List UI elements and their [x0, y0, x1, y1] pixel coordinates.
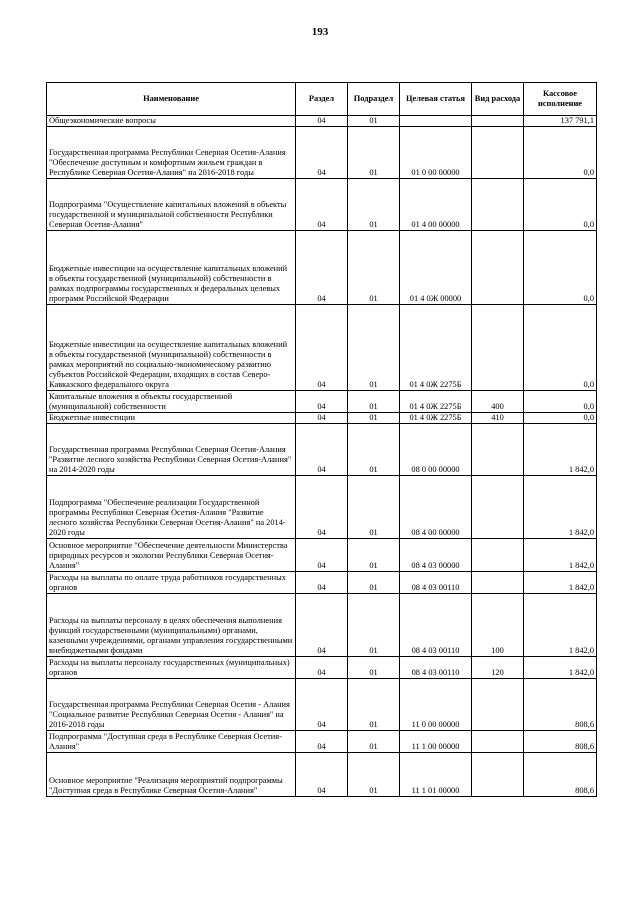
table-row: [47, 539, 597, 572]
row-podrazdel: 01: [348, 594, 400, 657]
row-razdel: 04: [296, 731, 348, 753]
row-cash-execution: 808,6: [524, 679, 597, 731]
row-name: Подпрограмма "Обеспечение реализации Государственной программы Республики Северная Осетия-Алания "Развитие лесного хозяйства Республики Северная Осетия-Алания" на 2014-2020 годы: [47, 476, 296, 539]
row-name: Капитальные вложения в объекты государственной (муниципальной) собственности: [47, 391, 296, 413]
row-expense-type: [472, 231, 524, 305]
table-row: [47, 391, 597, 413]
row-target-article: 08 4 03 00110: [400, 657, 472, 679]
row-cash-execution: 1 842,0: [524, 539, 597, 572]
row-cash-execution: 1 842,0: [524, 424, 597, 476]
table-row: [47, 413, 597, 424]
row-razdel: 04: [296, 594, 348, 657]
row-podrazdel: 01: [348, 305, 400, 391]
row-expense-type: [472, 424, 524, 476]
row-cash-execution: 0,0: [524, 413, 597, 424]
table-row: [47, 572, 597, 594]
budget-execution-table: [46, 82, 597, 797]
row-cash-execution: 1 842,0: [524, 572, 597, 594]
row-cash-execution: 808,6: [524, 753, 597, 797]
row-expense-type: [472, 753, 524, 797]
row-razdel: 04: [296, 753, 348, 797]
row-expense-type: 100: [472, 594, 524, 657]
table-row: [47, 594, 597, 657]
row-target-article: 08 0 00 00000: [400, 424, 472, 476]
row-name: Государственная программа Республики Северная Осетия - Алания "Социальное развитие Республики Северная Осетия - Алания" на 2016-2018 годы: [47, 679, 296, 731]
table-row: [47, 127, 597, 179]
row-target-article: 01 4 00 00000: [400, 179, 472, 231]
row-expense-type: [472, 179, 524, 231]
table-row: [47, 476, 597, 539]
row-name: Государственная программа Республики Северная Осетия-Алания "Обеспечение доступным и комфортным жильем граждан в Республике Северная Осетия-Алания" на 2016-2018 годы: [47, 127, 296, 179]
row-razdel: 04: [296, 539, 348, 572]
row-razdel: 04: [296, 679, 348, 731]
row-target-article: 01 0 00 00000: [400, 127, 472, 179]
header-target-article: Целевая статья: [400, 83, 472, 116]
row-name: Основное мероприятие "Обеспечение деятельности Министерства природных ресурсов и экологии Республики Северная Осетия-Алания": [47, 539, 296, 572]
row-podrazdel: 01: [348, 424, 400, 476]
row-podrazdel: 01: [348, 413, 400, 424]
row-razdel: 04: [296, 413, 348, 424]
table-row: [47, 657, 597, 679]
row-razdel: 04: [296, 231, 348, 305]
row-name: Бюджетные инвестиции: [47, 413, 296, 424]
header-expense-type: Вид расхода: [472, 83, 524, 116]
row-cash-execution: 1 842,0: [524, 657, 597, 679]
table-row: [47, 679, 597, 731]
row-target-article: 11 1 01 00000: [400, 753, 472, 797]
table-row: [47, 731, 597, 753]
row-podrazdel: 01: [348, 127, 400, 179]
row-podrazdel: 01: [348, 476, 400, 539]
row-name: Основное мероприятие "Реализация мероприятий подпрограммы "Доступная среда в Республике Северная Осетия-Алания": [47, 753, 296, 797]
row-expense-type: 400: [472, 391, 524, 413]
row-cash-execution: 0,0: [524, 127, 597, 179]
row-expense-type: [472, 127, 524, 179]
row-expense-type: [472, 679, 524, 731]
row-cash-execution: 137 791,1: [524, 116, 597, 127]
row-cash-execution: 1 842,0: [524, 594, 597, 657]
row-target-article: 11 0 00 00000: [400, 679, 472, 731]
row-cash-execution: 0,0: [524, 231, 597, 305]
row-podrazdel: 01: [348, 231, 400, 305]
table-row: [47, 179, 597, 231]
row-cash-execution: 0,0: [524, 305, 597, 391]
row-podrazdel: 01: [348, 179, 400, 231]
row-razdel: 04: [296, 391, 348, 413]
header-podrazdel: Подраздел: [348, 83, 400, 116]
row-podrazdel: 01: [348, 539, 400, 572]
row-podrazdel: 01: [348, 116, 400, 127]
row-podrazdel: 01: [348, 753, 400, 797]
row-razdel: 04: [296, 179, 348, 231]
row-name: Расходы на выплаты персоналу в целях обеспечения выполнения функций государственными (муниципальными) органами, казенными учреждениями, органами управления государственными внебюджетными фондами: [47, 594, 296, 657]
table-row: [47, 753, 597, 797]
row-expense-type: [472, 476, 524, 539]
row-expense-type: [472, 305, 524, 391]
row-expense-type: 120: [472, 657, 524, 679]
row-razdel: 04: [296, 572, 348, 594]
row-name: Подпрограмма "Осуществление капитальных вложений в объекты государственной и муниципальной собственности Республики Северная Осетия-Алания": [47, 179, 296, 231]
row-podrazdel: 01: [348, 657, 400, 679]
row-name: Расходы на выплаты персоналу государственных (муниципальных) органов: [47, 657, 296, 679]
table-header-row: [47, 83, 597, 116]
row-target-article: 08 4 03 00000: [400, 539, 472, 572]
row-cash-execution: 1 842,0: [524, 476, 597, 539]
row-target-article: 08 4 03 00110: [400, 572, 472, 594]
row-razdel: 04: [296, 127, 348, 179]
row-podrazdel: 01: [348, 679, 400, 731]
row-podrazdel: 01: [348, 731, 400, 753]
row-razdel: 04: [296, 657, 348, 679]
table-row: [47, 116, 597, 127]
row-razdel: 04: [296, 116, 348, 127]
row-name: Бюджетные инвестиции на осуществление капитальных вложений в объекты государственной (муниципальной) собственности в рамках подпрограммы государственных и федеральных целевых программ Российской Федерации: [47, 231, 296, 305]
row-razdel: 04: [296, 424, 348, 476]
row-name: Подпрограмма "Доступная среда в Республике Северная Осетия-Алания": [47, 731, 296, 753]
header-razdel: Раздел: [296, 83, 348, 116]
row-podrazdel: 01: [348, 572, 400, 594]
row-name: Общеэкономические вопросы: [47, 116, 296, 127]
row-razdel: 04: [296, 305, 348, 391]
row-razdel: 04: [296, 476, 348, 539]
row-target-article: 01 4 0Ж 00000: [400, 231, 472, 305]
row-name: Государственная программа Республики Северная Осетия-Алания "Развитие лесного хозяйства Республики Северная Осетия-Алания" на 2014-2020 годы: [47, 424, 296, 476]
row-cash-execution: 0,0: [524, 391, 597, 413]
row-cash-execution: 0,0: [524, 179, 597, 231]
row-name: Расходы на выплаты по оплате труда работников государственных органов: [47, 572, 296, 594]
row-expense-type: [472, 572, 524, 594]
row-target-article: 01 4 0Ж 2275Б: [400, 305, 472, 391]
row-cash-execution: 808,6: [524, 731, 597, 753]
table-row: [47, 305, 597, 391]
row-expense-type: [472, 731, 524, 753]
row-target-article: 01 4 0Ж 2275Б: [400, 413, 472, 424]
row-target-article: 11 1 00 00000: [400, 731, 472, 753]
page-number: 193: [311, 26, 329, 38]
table-row: [47, 424, 597, 476]
row-target-article: [400, 116, 472, 127]
row-expense-type: [472, 116, 524, 127]
row-target-article: 08 4 03 00110: [400, 594, 472, 657]
row-target-article: 01 4 0Ж 2275Б: [400, 391, 472, 413]
row-name: Бюджетные инвестиции на осуществление капитальных вложений в объекты государственной (муниципальной) собственности в рамках мероприятий по социально-экономическому развитию субъектов Российской Федерации, входящих в состав Северо-Кавказского федерального округа: [47, 305, 296, 391]
header-cash-execution: Кассовое исполнение: [524, 83, 597, 116]
table-row: [47, 231, 597, 305]
row-expense-type: [472, 539, 524, 572]
header-name: Наименование: [47, 83, 296, 116]
row-expense-type: 410: [472, 413, 524, 424]
row-target-article: 08 4 00 00000: [400, 476, 472, 539]
row-podrazdel: 01: [348, 391, 400, 413]
